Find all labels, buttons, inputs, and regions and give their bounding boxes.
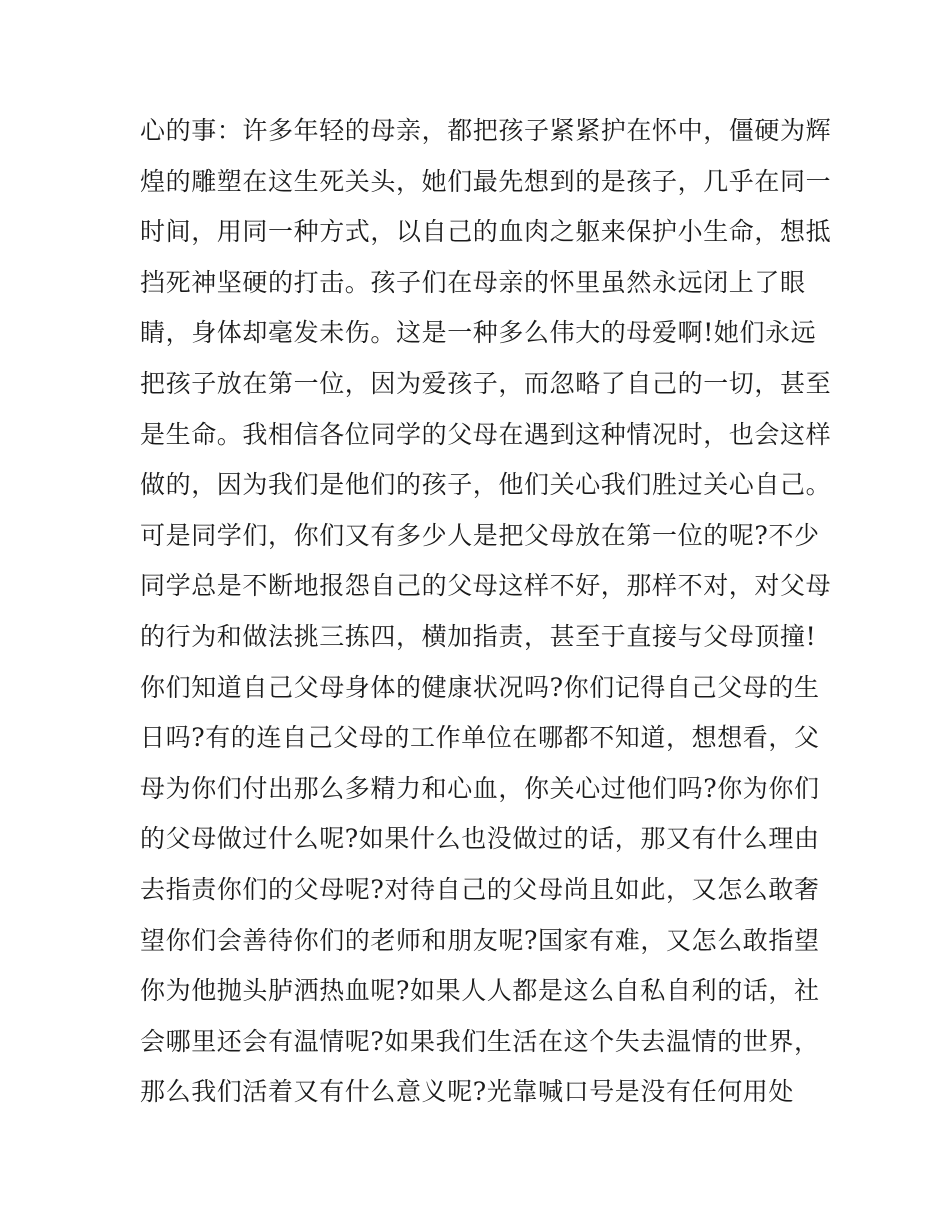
text-line-10: 同学总是不断地报怨自己的父母这样不好，那样不对，对父母 — [140, 571, 832, 601]
text-line-1: 心的事：许多年轻的母亲，都把孩子紧紧护在怀中，僵硬为辉 — [140, 116, 832, 145]
text-line-18: 你为他抛头胪洒热血呢?如果人人都是这么自私自利的话，社 — [140, 976, 820, 1006]
text-line-6: 把孩子放在第一位，因为爱孩子，而忽略了自己的一切，甚至 — [140, 368, 832, 398]
text-line-13: 日吗?有的连自己父母的工作单位在哪都不知道，想想看，父 — [140, 723, 820, 753]
text-line-19: 会哪里还会有温情呢?如果我们生活在这个失去温情的世界， — [140, 1026, 820, 1056]
text-line-5: 睛，身体却毫发未伤。这是一种多么伟大的母爱啊!她们永远 — [140, 318, 817, 348]
text-line-2: 煌的雕塑在这生死关头，她们最先想到的是孩子，几乎在同一 — [140, 166, 832, 196]
text-line-11: 的行为和做法挑三拣四，横加指责，甚至于直接与父母顶撞! — [140, 621, 817, 651]
text-line-17: 望你们会善待你们的老师和朋友呢?国家有难，又怎么敢指望 — [140, 925, 820, 955]
text-line-8: 做的，因为我们是他们的孩子，他们关心我们胜过关心自己。 — [140, 470, 832, 500]
body-text — [140, 106, 832, 1118]
text-line-3: 时间，用同一种方式，以自己的血肉之躯来保护小生命，想抵 — [140, 217, 832, 247]
text-line-20: 那么我们活着又有什么意义呢?光靠喊口号是没有任何用处 — [140, 1077, 795, 1107]
text-line-12: 你们知道自己父母身体的健康状况吗?你们记得自己父母的生 — [140, 672, 820, 702]
text-line-16: 去指责你们的父母呢?对待自己的父母尚且如此，又怎么敢奢 — [140, 874, 820, 904]
text-line-4: 挡死神坚硬的打击。孩子们在母亲的怀里虽然永远闭上了眼 — [140, 267, 806, 297]
text-line-9: 可是同学们，你们又有多少人是把父母放在第一位的呢?不少 — [140, 520, 820, 550]
text-line-15: 的父母做过什么呢?如果什么也没做过的话，那又有什么理由 — [140, 824, 820, 854]
text-line-7: 是生命。我相信各位同学的父母在遇到这种情况时，也会这样 — [140, 419, 832, 449]
text-line-14: 母为你们付出那么多精力和心血，你关心过他们吗?你为你们 — [140, 773, 820, 803]
